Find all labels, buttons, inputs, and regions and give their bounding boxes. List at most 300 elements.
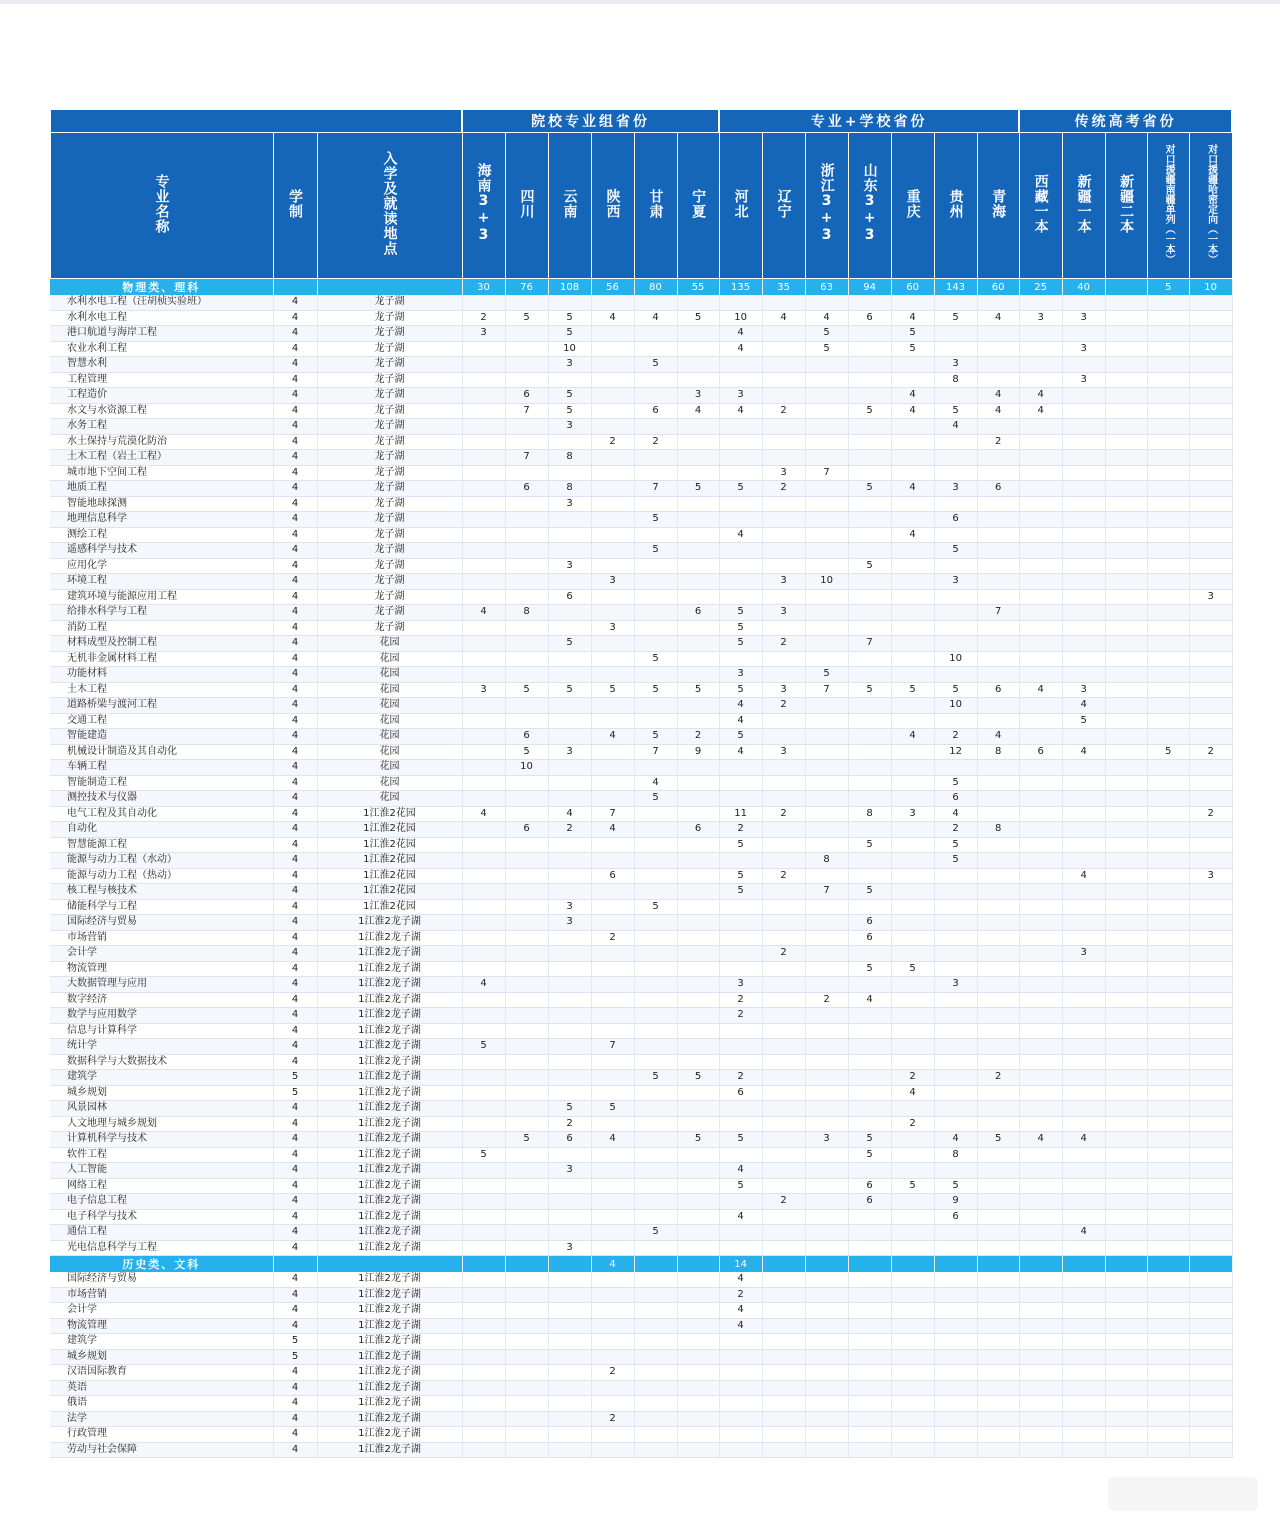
quota-cell: [1105, 930, 1147, 946]
column-header-label: 青海: [990, 188, 1007, 219]
major-name: 计算机科学与技术: [50, 1132, 273, 1148]
quota-cell: 5: [719, 605, 762, 621]
section-total: 10: [1189, 279, 1232, 296]
quota-cell: [634, 1163, 677, 1179]
quota-cell: 4: [591, 729, 634, 745]
duration: 4: [273, 868, 317, 884]
quota-cell: 3: [762, 605, 805, 621]
quota-cell: [1062, 357, 1105, 373]
quota-cell: [977, 1194, 1019, 1210]
quota-cell: [1147, 1132, 1189, 1148]
major-name: 智能建造: [50, 729, 273, 745]
quota-cell: 3: [762, 465, 805, 481]
quota-cell: [891, 1334, 934, 1350]
quota-cell: 8: [934, 372, 977, 388]
quota-cell: [848, 1442, 891, 1458]
duration: 4: [273, 357, 317, 373]
quota-cell: 2: [591, 1411, 634, 1427]
campus: 1江淮2龙子湖: [317, 1411, 462, 1427]
quota-cell: [1189, 419, 1232, 435]
quota-cell: [591, 1178, 634, 1194]
quota-cell: [1105, 1411, 1147, 1427]
quota-cell: [891, 899, 934, 915]
quota-cell: [762, 1225, 805, 1241]
major-name: 功能材料: [50, 667, 273, 683]
duration: 4: [273, 1054, 317, 1070]
campus: 花园: [317, 729, 462, 745]
quota-cell: [634, 667, 677, 683]
quota-cell: [462, 1054, 505, 1070]
quota-cell: [1147, 372, 1189, 388]
quota-cell: 3: [891, 806, 934, 822]
duration: 4: [273, 543, 317, 559]
quota-cell: [462, 1070, 505, 1086]
duration: 4: [273, 496, 317, 512]
quota-cell: [1147, 1442, 1189, 1458]
quota-cell: 2: [762, 636, 805, 652]
quota-cell: [1147, 1085, 1189, 1101]
quota-cell: [1105, 527, 1147, 543]
table-row: [50, 651, 1232, 667]
quota-cell: [1062, 1396, 1105, 1412]
quota-cell: [462, 1194, 505, 1210]
quota-cell: [505, 868, 548, 884]
quota-cell: [891, 1272, 934, 1287]
quota-cell: [591, 837, 634, 853]
duration: 4: [273, 1396, 317, 1412]
table-row: [50, 1349, 1232, 1365]
quota-cell: [634, 465, 677, 481]
quota-cell: [1019, 465, 1062, 481]
table-row: [50, 1427, 1232, 1443]
quota-cell: [677, 1365, 719, 1381]
campus: 1江淮2龙子湖: [317, 1287, 462, 1303]
quota-cell: [1147, 1272, 1189, 1287]
section-total: 94: [848, 279, 891, 296]
quota-cell: [591, 1085, 634, 1101]
quota-cell: [462, 1380, 505, 1396]
quota-cell: [1062, 1303, 1105, 1319]
duration: 4: [273, 806, 317, 822]
quota-cell: [762, 1287, 805, 1303]
quota-cell: [1189, 1318, 1232, 1334]
quota-cell: [1189, 930, 1232, 946]
quota-cell: [548, 574, 591, 590]
quota-cell: [762, 1085, 805, 1101]
quota-cell: [1062, 1039, 1105, 1055]
major-name: 建筑学: [50, 1070, 273, 1086]
quota-cell: [634, 915, 677, 931]
quota-cell: [848, 744, 891, 760]
campus: 1江淮2龙子湖: [317, 1334, 462, 1350]
campus: 花园: [317, 713, 462, 729]
campus: 1江淮2龙子湖: [317, 1225, 462, 1241]
major-name: 自动化: [50, 822, 273, 838]
quota-cell: [1147, 636, 1189, 652]
quota-cell: [848, 465, 891, 481]
quota-cell: [1147, 1209, 1189, 1225]
quota-cell: [1189, 1272, 1232, 1287]
quota-cell: [1189, 1427, 1232, 1443]
quota-cell: [1189, 326, 1232, 342]
table-row: [50, 1178, 1232, 1194]
quota-cell: 3: [934, 481, 977, 497]
quota-cell: [505, 1178, 548, 1194]
quota-cell: [891, 496, 934, 512]
quota-cell: [1105, 1116, 1147, 1132]
quota-cell: [505, 853, 548, 869]
quota-cell: [719, 543, 762, 559]
quota-cell: [548, 372, 591, 388]
quota-cell: 3: [548, 496, 591, 512]
column-header-label: 贵州: [947, 188, 964, 219]
quota-cell: [1062, 1287, 1105, 1303]
column-header-label: 山东3+3: [861, 163, 878, 244]
quota-cell: [462, 822, 505, 838]
quota-cell: [805, 1318, 848, 1334]
major-name: 道路桥梁与渡河工程: [50, 698, 273, 714]
quota-cell: [977, 868, 1019, 884]
quota-cell: [762, 1023, 805, 1039]
quota-cell: [591, 760, 634, 776]
quota-cell: [891, 1427, 934, 1443]
quota-cell: 4: [1062, 744, 1105, 760]
quota-cell: [505, 946, 548, 962]
quota-cell: [1147, 605, 1189, 621]
quota-cell: [1147, 1116, 1189, 1132]
quota-cell: [719, 1396, 762, 1412]
campus: 龙子湖: [317, 372, 462, 388]
column-header-label: 海南3+3: [475, 163, 492, 244]
quota-cell: [677, 868, 719, 884]
campus: 1江淮2龙子湖: [317, 930, 462, 946]
quota-cell: [634, 977, 677, 993]
quota-cell: [634, 1349, 677, 1365]
quota-cell: [1189, 496, 1232, 512]
quota-cell: 2: [719, 822, 762, 838]
column-header: [934, 133, 977, 279]
campus: 1江淮2龙子湖: [317, 1023, 462, 1039]
quota-cell: [934, 1411, 977, 1427]
quota-cell: [591, 1209, 634, 1225]
campus: 龙子湖: [317, 512, 462, 528]
quota-cell: [462, 636, 505, 652]
quota-cell: [591, 465, 634, 481]
quota-cell: [1189, 481, 1232, 497]
quota-cell: 5: [934, 837, 977, 853]
quota-cell: 6: [548, 589, 591, 605]
quota-cell: 5: [719, 682, 762, 698]
quota-cell: [977, 465, 1019, 481]
quota-cell: [677, 1209, 719, 1225]
quota-cell: 5: [548, 326, 591, 342]
quota-cell: [591, 605, 634, 621]
quota-cell: [634, 1240, 677, 1256]
quota-cell: 3: [548, 419, 591, 435]
quota-cell: [719, 1365, 762, 1381]
major-name: 人文地理与城乡规划: [50, 1116, 273, 1132]
section-total: [1105, 1256, 1147, 1273]
quota-cell: [1105, 481, 1147, 497]
duration: 4: [273, 558, 317, 574]
quota-cell: [677, 1334, 719, 1350]
quota-cell: [1105, 822, 1147, 838]
quota-cell: [677, 419, 719, 435]
quota-cell: [634, 868, 677, 884]
quota-cell: [719, 1054, 762, 1070]
quota-cell: [591, 1225, 634, 1241]
quota-cell: 5: [634, 899, 677, 915]
quota-cell: [1019, 1085, 1062, 1101]
quota-cell: [848, 543, 891, 559]
column-header: [1147, 133, 1189, 279]
quota-cell: [762, 853, 805, 869]
quota-cell: 3: [548, 357, 591, 373]
quota-cell: [891, 1008, 934, 1024]
campus: 1江淮2龙子湖: [317, 1039, 462, 1055]
quota-cell: [977, 946, 1019, 962]
quota-cell: [1062, 899, 1105, 915]
quota-cell: [1019, 992, 1062, 1008]
quota-cell: [977, 1380, 1019, 1396]
quota-cell: [591, 713, 634, 729]
major-name: 电子信息工程: [50, 1194, 273, 1210]
duration: 4: [273, 961, 317, 977]
quota-cell: [805, 450, 848, 466]
quota-cell: [1019, 558, 1062, 574]
quota-cell: 6: [505, 388, 548, 404]
quota-cell: [462, 1209, 505, 1225]
quota-cell: [677, 1085, 719, 1101]
quota-cell: [634, 946, 677, 962]
campus: 龙子湖: [317, 434, 462, 450]
quota-cell: 5: [934, 775, 977, 791]
quota-cell: [848, 450, 891, 466]
quota-cell: [462, 961, 505, 977]
quota-cell: [934, 341, 977, 357]
table-row: [50, 388, 1232, 404]
table-row: [50, 1287, 1232, 1303]
quota-cell: [891, 698, 934, 714]
quota-cell: [977, 1240, 1019, 1256]
quota-cell: [1147, 791, 1189, 807]
quota-cell: [805, 434, 848, 450]
quota-cell: 3: [548, 1163, 591, 1179]
quota-cell: [1019, 1225, 1062, 1241]
major-name: 建筑学: [50, 1334, 273, 1350]
quota-cell: [1189, 295, 1232, 310]
quota-cell: [848, 1272, 891, 1287]
quota-cell: [1189, 1085, 1232, 1101]
quota-cell: 2: [1189, 806, 1232, 822]
quota-cell: 4: [977, 729, 1019, 745]
quota-cell: [762, 651, 805, 667]
quota-cell: 8: [805, 853, 848, 869]
quota-cell: [1189, 558, 1232, 574]
quota-cell: [548, 1380, 591, 1396]
major-name: 土木工程（岩土工程）: [50, 450, 273, 466]
quota-cell: [977, 651, 1019, 667]
quota-cell: [762, 1427, 805, 1443]
table-row: [50, 403, 1232, 419]
quota-cell: [1062, 837, 1105, 853]
quota-cell: [848, 574, 891, 590]
quota-cell: [1062, 419, 1105, 435]
quota-cell: 6: [848, 930, 891, 946]
table-row: [50, 419, 1232, 435]
quota-cell: [1147, 1427, 1189, 1443]
quota-cell: [1019, 512, 1062, 528]
quota-cell: [462, 1427, 505, 1443]
quota-cell: [1019, 1411, 1062, 1427]
quota-cell: 5: [634, 1225, 677, 1241]
quota-cell: 5: [505, 310, 548, 326]
major-name: 港口航道与海岸工程: [50, 326, 273, 342]
duration: 4: [273, 1287, 317, 1303]
campus: 龙子湖: [317, 450, 462, 466]
quota-cell: [891, 419, 934, 435]
quota-cell: [1062, 791, 1105, 807]
quota-cell: [677, 558, 719, 574]
quota-cell: [891, 992, 934, 1008]
quota-cell: [719, 1194, 762, 1210]
quota-cell: [805, 1380, 848, 1396]
quota-cell: [1189, 1365, 1232, 1381]
quota-cell: [977, 620, 1019, 636]
quota-cell: [1189, 992, 1232, 1008]
quota-cell: [1062, 1442, 1105, 1458]
quota-cell: [891, 1054, 934, 1070]
quota-cell: [762, 1380, 805, 1396]
quota-cell: [591, 915, 634, 931]
quota-cell: [462, 496, 505, 512]
quota-cell: [977, 1427, 1019, 1443]
quota-cell: 5: [677, 310, 719, 326]
quota-cell: 6: [677, 822, 719, 838]
quota-cell: [805, 1194, 848, 1210]
quota-cell: [1147, 574, 1189, 590]
quota-cell: 5: [848, 1132, 891, 1148]
quota-cell: [591, 372, 634, 388]
quota-cell: [805, 1303, 848, 1319]
quota-cell: 2: [762, 806, 805, 822]
quota-cell: [634, 1442, 677, 1458]
quota-cell: [977, 1303, 1019, 1319]
duration: 4: [273, 403, 317, 419]
quota-cell: [977, 372, 1019, 388]
campus: 龙子湖: [317, 496, 462, 512]
table-row: [50, 310, 1232, 326]
campus: 1江淮2龙子湖: [317, 1365, 462, 1381]
table-row: [50, 853, 1232, 869]
quota-cell: [762, 341, 805, 357]
quota-cell: 3: [548, 915, 591, 931]
quota-cell: [634, 1427, 677, 1443]
quota-cell: 5: [505, 682, 548, 698]
quota-cell: [634, 837, 677, 853]
quota-cell: [1189, 667, 1232, 683]
major-name: 工程管理: [50, 372, 273, 388]
quota-cell: [805, 899, 848, 915]
quota-cell: [805, 1287, 848, 1303]
quota-cell: [848, 1023, 891, 1039]
quota-cell: [977, 1178, 1019, 1194]
quota-cell: [1062, 1116, 1105, 1132]
quota-cell: [1147, 388, 1189, 404]
major-name: 智慧水利: [50, 357, 273, 373]
quota-cell: [762, 527, 805, 543]
quota-cell: [1105, 760, 1147, 776]
quota-cell: [1019, 1380, 1062, 1396]
quota-cell: [677, 1303, 719, 1319]
quota-cell: [762, 775, 805, 791]
quota-cell: [1189, 1287, 1232, 1303]
quota-cell: [677, 1240, 719, 1256]
column-header-label: 浙江3+3: [818, 163, 835, 244]
quota-cell: 2: [591, 930, 634, 946]
quota-cell: 6: [848, 310, 891, 326]
quota-cell: [462, 620, 505, 636]
major-name: 能源与动力工程（热动）: [50, 868, 273, 884]
quota-cell: 6: [934, 791, 977, 807]
quota-cell: 4: [977, 310, 1019, 326]
column-header: [1189, 133, 1232, 279]
quota-cell: [1147, 1163, 1189, 1179]
quota-cell: [634, 1303, 677, 1319]
quota-cell: [1147, 837, 1189, 853]
quota-cell: [677, 1380, 719, 1396]
quota-cell: [505, 326, 548, 342]
quota-cell: [1105, 744, 1147, 760]
campus: 1江淮2龙子湖: [317, 1070, 462, 1086]
table-row: [50, 543, 1232, 559]
column-header-label: 重庆: [904, 188, 921, 219]
quota-cell: 6: [848, 1178, 891, 1194]
quota-cell: [891, 1225, 934, 1241]
quota-cell: [634, 1132, 677, 1148]
major-name: 消防工程: [50, 620, 273, 636]
quota-cell: [548, 775, 591, 791]
quota-cell: [1147, 620, 1189, 636]
quota-cell: 5: [505, 1132, 548, 1148]
quota-cell: [891, 1318, 934, 1334]
quota-cell: 10: [934, 651, 977, 667]
quota-cell: [1062, 1349, 1105, 1365]
campus: 1江淮2龙子湖: [317, 1132, 462, 1148]
campus: 龙子湖: [317, 589, 462, 605]
quota-cell: [1062, 620, 1105, 636]
quota-cell: [1062, 760, 1105, 776]
duration: 4: [273, 1194, 317, 1210]
quota-cell: [462, 1318, 505, 1334]
duration: 4: [273, 527, 317, 543]
quota-cell: [1105, 868, 1147, 884]
section-total: [977, 1256, 1019, 1273]
quota-cell: 9: [934, 1194, 977, 1210]
campus: 1江淮2龙子湖: [317, 1396, 462, 1412]
quota-cell: [462, 1396, 505, 1412]
quota-cell: [1019, 372, 1062, 388]
quota-cell: [891, 434, 934, 450]
quota-cell: [548, 791, 591, 807]
quota-cell: [934, 667, 977, 683]
column-header: [273, 133, 317, 279]
quota-cell: [934, 558, 977, 574]
quota-cell: 10: [805, 574, 848, 590]
duration: 4: [273, 853, 317, 869]
quota-cell: [719, 760, 762, 776]
quota-cell: [505, 651, 548, 667]
